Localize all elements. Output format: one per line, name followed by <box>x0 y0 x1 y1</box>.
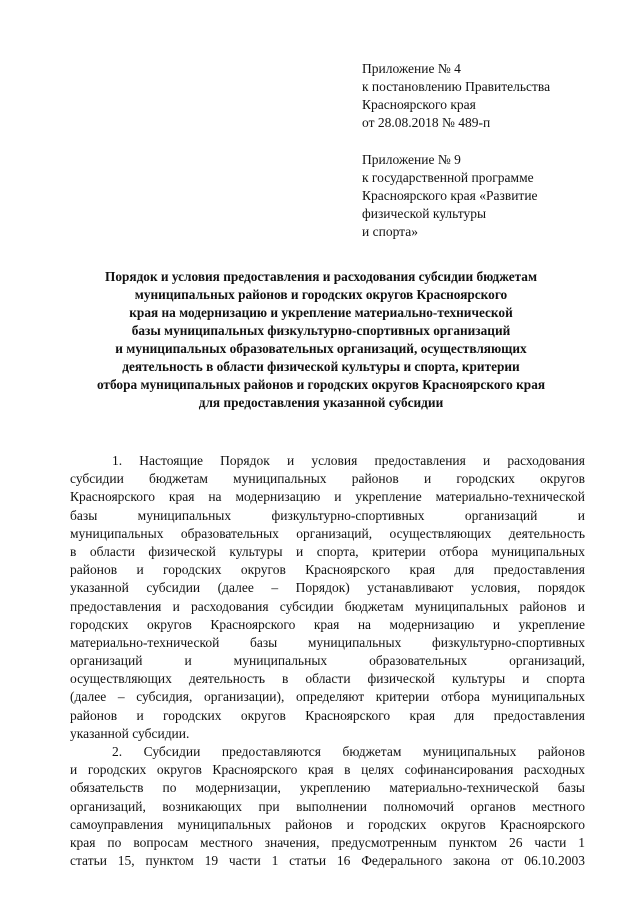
appendix-4-line: Красноярского края <box>362 97 476 112</box>
appendix-9-line: и спорта» <box>362 224 418 239</box>
paragraph-1-line: указанной субсидии. <box>70 725 190 741</box>
paragraph-1-line: (далее – субсидия, организации), определяют критерии отбора муниципальных <box>70 689 585 705</box>
paragraph-1-line: 1. Настоящие Порядок и условия предоставления и расходования <box>112 453 585 468</box>
title-line: края на модернизацию и укрепление материально-технической <box>129 305 513 320</box>
paragraph-1-line: городских округов Красноярского края на модернизацию и укрепление <box>70 616 585 632</box>
title-line: Порядок и условия предоставления и расходования субсидии бюджетам <box>104 269 538 284</box>
paragraph-2-line: самоуправления муниципальных районов и городских округов Красноярского <box>70 816 585 832</box>
paragraph-1-line: Красноярского края на модернизацию и укрепление материально-технической <box>70 489 585 505</box>
paragraph-1-line: указанной субсидии (далее – Порядок) устанавливают условия, порядок <box>70 580 585 596</box>
appendix-9-line: к государственной программе <box>362 170 534 185</box>
paragraph-1-line: предоставления и расходования субсидии бюджетам муниципальных районов и <box>70 598 585 614</box>
paragraph-2-line: организаций, возникающих при выполнении полномочий органов местного <box>70 798 585 814</box>
appendix-4-line: к постановлению Правительства <box>362 79 551 94</box>
appendix-4-header <box>362 60 612 132</box>
paragraph-1-line: базы муниципальных физкультурно-спортивных организаций и <box>70 507 585 523</box>
appendix-9-line: Красноярского края «Развитие <box>362 188 538 203</box>
paragraph-2-line: и городских округов Красноярского края в целях софинансирования расходных <box>70 762 585 778</box>
paragraph-1-line: в области физической культуры и спорта, критерии отбора муниципальных <box>70 543 585 559</box>
paragraph-1-line: субсидии бюджетам муниципальных районов и городских округов <box>70 471 585 487</box>
appendix-4-line: Приложение № 4 <box>362 61 461 76</box>
title-line: деятельность в области физической культуры и спорта, критерии <box>122 359 520 374</box>
document-body <box>70 452 585 870</box>
paragraph-1-line: материально-технической базы муниципальных физкультурно-спортивных <box>70 634 585 650</box>
paragraph-2-line: обязательств по модернизации, укреплению материально-технической базы <box>70 780 585 796</box>
paragraph-1-line: осуществляющих деятельность в области физической культуры и спорта <box>70 671 585 687</box>
paragraph-1-line: районов и городских округов Красноярского края для предоставления <box>70 707 585 723</box>
appendix-9-line: физической культуры <box>362 206 487 221</box>
paragraph-1-line: организаций и муниципальных образовательных организаций, <box>70 653 585 669</box>
appendix-4-line: от 28.08.2018 № 489-п <box>362 115 491 130</box>
appendix-9-line: Приложение № 9 <box>362 152 461 167</box>
title-line: базы муниципальных физкультурно-спортивных организаций <box>131 323 511 338</box>
title-line: и муниципальных образовательных организаций, осуществляющих <box>115 341 527 356</box>
title-line: для предоставления указанной субсидии <box>198 395 444 410</box>
paragraph-2-line: 2. Субсидии предоставляются бюджетам муниципальных районов <box>112 744 585 759</box>
paragraph-2-line: края по вопросам местного значения, предусмотренным пунктом 26 части 1 <box>70 834 585 850</box>
title-line: муниципальных районов и городских округов Красноярского <box>134 287 508 302</box>
title-line: отбора муниципальных районов и городских округов Красноярского края <box>96 377 546 392</box>
paragraph-1-line: муниципальных образовательных организаций, осуществляющих деятельность <box>70 525 585 541</box>
appendix-9-header <box>362 151 612 241</box>
paragraph-2-line: статьи 15, пунктом 19 части 1 статьи 16 Федерального закона от 06.10.2003 <box>70 853 585 869</box>
document-title <box>66 268 576 412</box>
paragraph-1-line: районов и городских округов Красноярского края для предоставления <box>70 562 585 578</box>
